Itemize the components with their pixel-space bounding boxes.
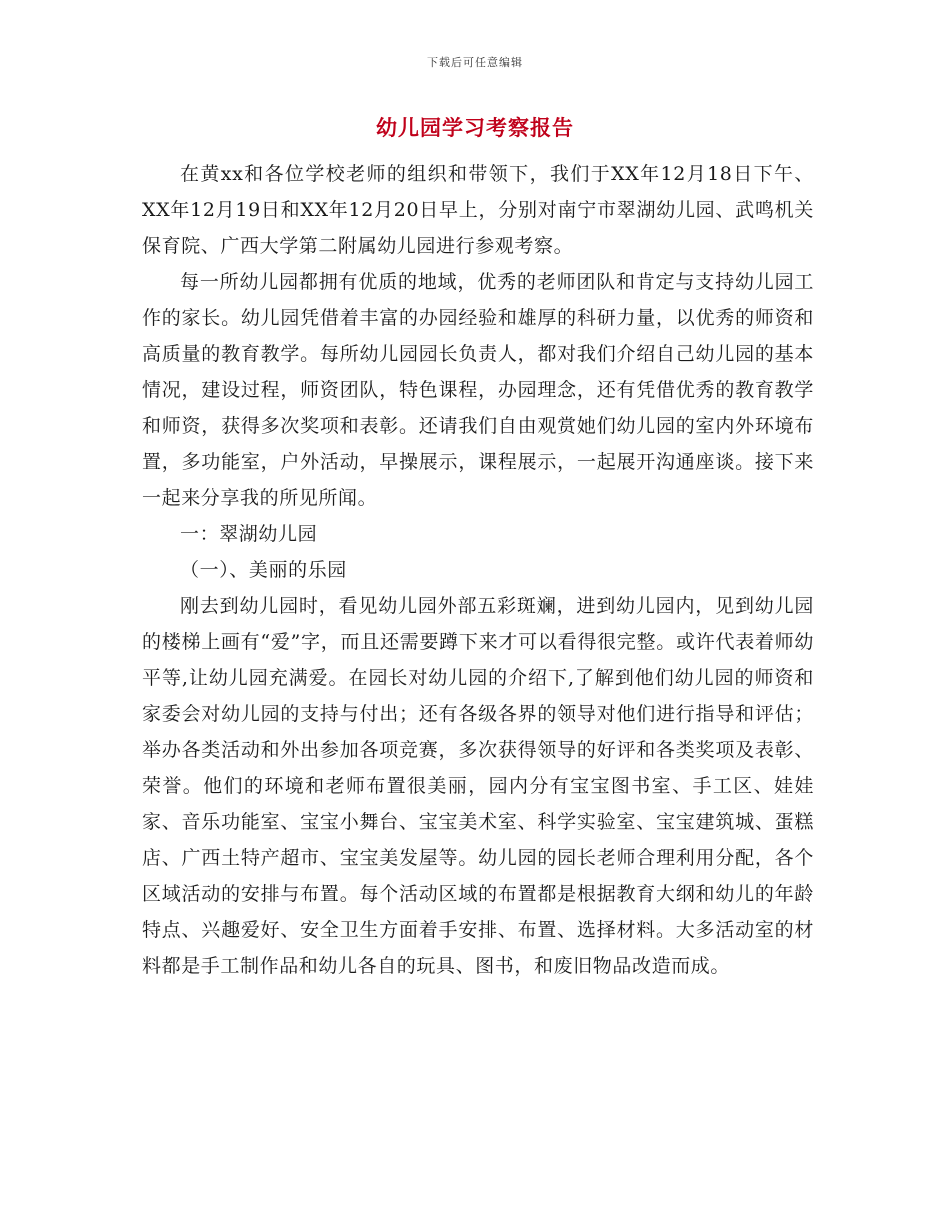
paragraph-overview: 每一所幼儿园都拥有优质的地域，优秀的老师团队和肯定与支持幼儿园工作的家长。幼儿园凭借着丰富的办园经验和雄厚的科研力量，以优秀的师资和高质量的教育教学。每所幼儿园园长负责人，都对我们介绍自己幼儿园的基本情况，建设过程，师资团队，特色课程，办园理念，还有凭借优秀的教育教学和师资，获得多次奖项和表彰。还请我们自由观赏她们幼儿园的室内外环境布置，多功能室，户外活动，早操展示，课程展示，一起展开沟通座谈。接下来一起来分享我的所见所闻。 xyxy=(142,271,814,509)
section-heading: 一：翠湖幼儿园 xyxy=(180,523,318,545)
paragraph-intro: 在黄xx和各位学校老师的组织和带领下，我们于XX年12月18日下午、XX年12月19日和XX年12月20日早上，分别对南宁市翠湖幼儿园、武鸣机关保育院、广西大学第二附属幼儿园进行参观考察。 xyxy=(142,163,814,257)
header-note: 下载后可任意编辑 xyxy=(427,56,523,69)
document-body xyxy=(142,156,814,984)
document-title: 幼儿园学习考察报告 xyxy=(376,115,574,140)
subsection-heading: （一）、美丽的乐园 xyxy=(180,559,347,581)
paragraph-details: 刚去到幼儿园时，看见幼儿园外部五彩斑斓，进到幼儿园内，见到幼儿园的楼梯上画有“爱”字，而且还需要蹲下来才可以看得很完整。或许代表着师幼平等,让幼儿园充满爱。在园长对幼儿园的介绍下,了解到他们幼儿园的师资和家委会对幼儿园的支持与付出；还有各级各界的领导对他们进行指导和评估； 举办各类活动和外出参加各项竞赛，多次获得领导的好评和各类奖项及表彰、荣誉。他们的环境和老师布置很美丽，园内分有宝宝图书室、手工区、娃娃家、音乐功能室、宝宝小舞台、宝宝美术室、科学实验室、宝宝建筑城、蛋糕店、广西土特产超市、宝宝美发屋等。幼儿园的园长老师合理利用分配，各个区域活动的安排与布置。每个活动区域的布置都是根据教育大纲和幼儿的年龄特点、兴趣爱好、安全卫生方面着手安排、布置、选择材料。大多活动室的材料都是手工制作品和幼儿各自的玩具、图书，和废旧物品改造而成。 xyxy=(142,595,814,977)
